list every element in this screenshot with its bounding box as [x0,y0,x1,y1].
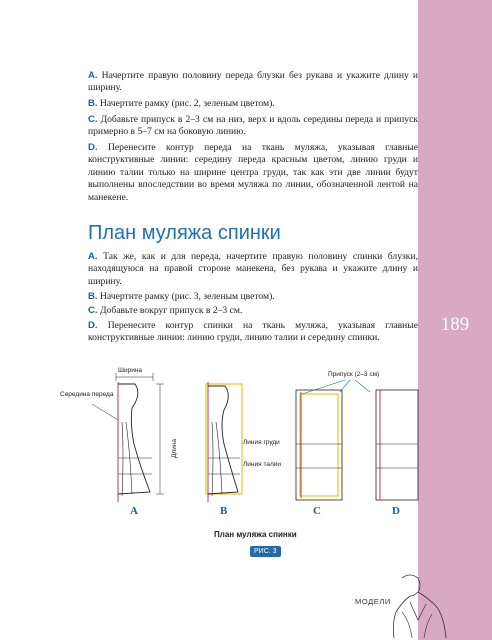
leader-line [355,380,370,392]
label-center-front: Середина переда [60,391,114,398]
panel-letter-d: D [392,505,400,517]
step-letter: C. [88,114,98,125]
step-text: Начертите рамку (рис. 2, зеленым цветом). [97,98,275,109]
step-letter: A. [88,70,98,81]
section-title: План муляжа спинки [88,222,281,244]
label-bust-line: Линия груди [243,439,280,446]
paragraph-top-d [88,142,418,204]
step-letter: D. [88,320,98,331]
step-text: Так же, как и для переда, начертите правую половину спинки блузки, находящуюся на правой стороне манекена, без рукава и укажите длину и ширину. [88,251,418,287]
paragraph-top-a [88,70,418,95]
panel-d-outline [376,390,418,500]
label-length: Длина [171,438,178,458]
panel-d [376,390,418,517]
step-letter: C. [88,305,98,316]
paragraph-top-b [88,98,418,110]
leader-line [340,380,350,392]
leader-line [92,404,118,420]
footer-section-label: МОДЕЛИ [355,597,391,606]
step-letter: B. [88,291,98,302]
step-letter: B. [88,98,98,109]
panel-c-outline [296,390,342,500]
label-waist-line: Линия талии [243,461,282,468]
label-width: Ширина [118,367,143,374]
label-allowance: Припуск (2–3 см) [328,371,380,378]
step-letter: A. [88,251,98,262]
step-text: Начертите рамку (рис. 3, зеленым цветом). [97,291,275,302]
paragraph-bottom-a [88,251,418,288]
step-letter: D. [88,142,98,153]
allowance-frame [300,394,338,496]
step-text: Начертите правую половину переда блузки без рукава и укажите длину и ширину. [88,70,418,94]
paragraph-bottom-b [88,291,418,303]
paragraph-top-c [88,114,418,139]
panel-b [206,382,242,517]
mannequin-sketch-icon [388,572,448,640]
paragraph-bottom-c [88,305,418,317]
leader-line [302,380,345,394]
panel-a [60,367,178,517]
page-number: 189 [440,314,470,335]
figure-badge: РИС. 3 [250,546,281,557]
frame-rect [206,384,242,494]
step-text: Перенесите контур спинки на ткань муляжа, указывая главные конструктивные линии: линию груди, линию талии и середину спинки. [88,320,418,344]
figure-title: План муляжа спинки [214,530,297,539]
step-text: Перенесите контур переда на ткань муляжа, указывая главные конструктивные линии: середину переда красным цветом, линию груди и линию талии только на ширине центра груди, так как эти две линии будут выполнены впоследствии во время муляжа по линии, обозначенной лентой на манекене. [88,142,418,203]
panel-letter-b: B [220,505,228,517]
panel-c [296,390,342,517]
panel-letter-a: A [130,505,138,517]
step-text: Добавьте вокруг припуск в 2–3 см. [97,305,243,316]
pattern-figure [60,362,440,527]
panel-letter-c: C [313,505,321,517]
paragraph-bottom-d [88,320,418,345]
step-text: Добавьте припуск в 2–3 см на низ, верх и вдоль середины переда и припуск примерно в 5–7 см на боковую линию. [88,114,418,138]
